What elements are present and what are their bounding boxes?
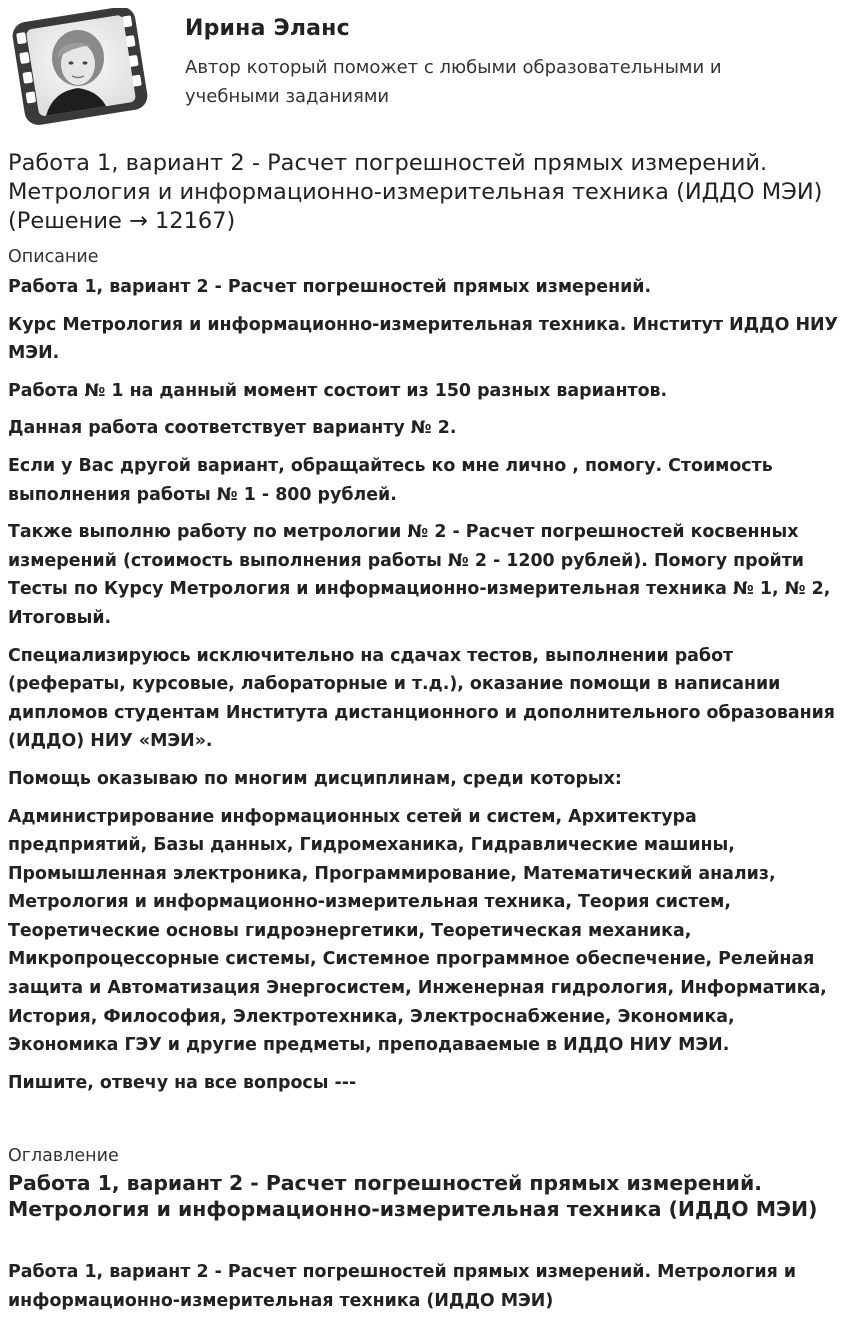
toc-subtext: Работа 1, вариант 2 - Расчет погрешностей прямых измерений. Метрология и информационно-измерительная техника (ИДДО МЭИ) bbox=[8, 1262, 797, 1311]
description-paragraph: Курс Метрология и информационно-измерительная техника. Институт ИДДО НИУ МЭИ. bbox=[8, 314, 838, 364]
author-description: Автор который поможет с любыми образовательными и учебными заданиями bbox=[185, 57, 722, 107]
description-body bbox=[8, 273, 840, 1106]
description-paragraph: Если у Вас другой вариант, обращайтесь ко мне лично , помогу. Стоимость выполнения работы № 1 - 800 рублей. bbox=[8, 455, 773, 505]
page-title: Работа 1, вариант 2 - Расчет погрешностей прямых измерений. Метрология и информационно-измерительная техника (ИДДО МЭИ) (Решение → 12167) bbox=[8, 150, 823, 234]
description-label: Описание bbox=[8, 247, 99, 267]
description-paragraph: Помощь оказываю по многим дисциплинам, среди которых: bbox=[8, 768, 622, 789]
description-paragraph: Специализируюсь исключительно на сдачах тестов, выполнении работ (рефераты, курсовые, лабораторные и т.д.), оказание помощи в написании дипломов студентам Института дистанционного и дополнительного образования (ИДДО) НИУ «МЭИ». bbox=[8, 645, 835, 752]
author-name[interactable]: Ирина Эланс bbox=[185, 16, 350, 41]
author-avatar[interactable] bbox=[8, 8, 150, 126]
toc-label: Оглавление bbox=[8, 1146, 119, 1166]
description-paragraph: Работа № 1 на данный момент состоит из 150 разных вариантов. bbox=[8, 380, 668, 401]
description-paragraph: Администрирование информационных сетей и систем, Архитектура предприятий, Базы данных, Гидромеханика, Гидравлические машины, Промышленная электроника, Программирование, Математический анализ, Метрология и информационно-измерительная техника, Теория систем, Теоретические основы гидроэнергетики, Теоретическая механика, Микропроцессорные системы, Системное программное обеспечение, Релейная защита и Автоматизация Энергосистем, Инженерная гидрология, Информатика, История, Философия, Электротехника, Электроснабжение, Экономика, Экономика ГЭУ и другие предметы, преподаваемые в ИДДО НИУ МЭИ. bbox=[8, 806, 827, 1056]
description-paragraph: Также выполню работу по метрологии № 2 - Расчет погрешностей косвенных измерений (стоимость выполнения работы № 2 - 1200 рублей). Помогу пройти Тесты по Курсу Метрология и информационно-измерительная техника № 1, № 2, Итоговый. bbox=[8, 522, 831, 628]
author-header bbox=[8, 8, 839, 128]
description-paragraph: Работа 1, вариант 2 - Расчет погрешностей прямых измерений. bbox=[8, 277, 652, 297]
description-paragraph: Данная работа соответствует варианту № 2. bbox=[8, 418, 457, 439]
toc-heading: Работа 1, вариант 2 - Расчет погрешностей прямых измерений. Метрология и информационно-измерительная техника (ИДДО МЭИ) bbox=[8, 1171, 818, 1221]
description-paragraph: Пишите, отвечу на все вопросы --- bbox=[8, 1072, 357, 1093]
